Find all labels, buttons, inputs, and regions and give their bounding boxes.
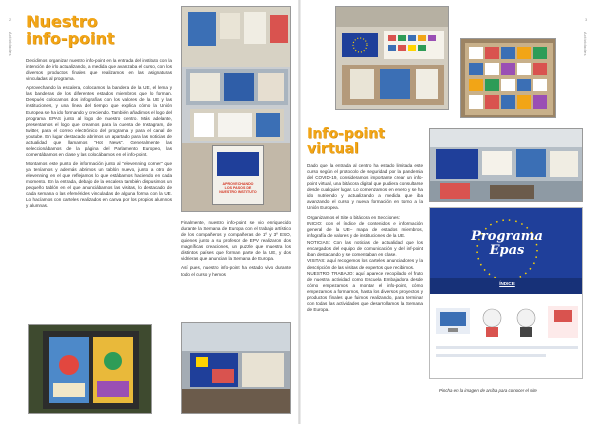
poster-line1: APROVECHANDO	[222, 182, 254, 186]
paragraph: Dado que la entrada al centro ha estado limitada este curso según el protocolo de seguridad por la pandemia del COVID-19, consideramos importante crear un info-point virtual, una bitácora digital que pudiera consultarse desde cualquier lugar. Lo comenzamos en enero y se ha ido nutriendo y actualizando a medida que iba avanzando el curso y nueva formación en torno a la Unión Europea.	[307, 163, 423, 211]
epas-poster	[212, 145, 264, 205]
bulletin-board-photo	[460, 38, 556, 118]
poster-image	[217, 152, 259, 176]
paragraph: VISITAS: aquí recogemos los carteles anunciadores y la descripción de las visitas de expertos que recibimos.	[307, 258, 423, 270]
infopoint-photo	[181, 6, 291, 212]
left-page-title	[26, 14, 114, 48]
site-title-line1: Programa	[471, 229, 543, 244]
left-title-line2: info-point	[26, 28, 115, 48]
right-side-label: Actividades	[583, 32, 588, 56]
poster-text	[213, 182, 263, 194]
left-page	[0, 0, 299, 424]
paragraph: Decidimos organizar nuestro info-point en la entrada del instituto con la intención de irlo actualizando, a medida que avanzaba el curso, con los diversos productos finales que realizamos en las asignaturas vinculadas al programa.	[26, 58, 172, 82]
hallway-board-illustration	[182, 323, 291, 414]
classroom-photo	[429, 128, 583, 202]
right-page-title	[307, 127, 385, 156]
eu-flags-photo	[335, 6, 449, 110]
site-caption: Pincha en la imagen de arriba para conocer el site	[439, 388, 537, 393]
classroom-illustration	[430, 129, 583, 202]
left-title-line1: Nuestro	[26, 12, 98, 31]
epas-site-screenshot[interactable]	[429, 207, 583, 379]
bulletin-board-illustration	[461, 39, 556, 118]
poster-line2: LOS PASOS DE	[224, 186, 252, 191]
site-menu-indice[interactable]: ÍNDICE	[499, 281, 515, 286]
site-title	[430, 230, 583, 259]
paragraph: Finalmente, nuestro info-point se vio enriquecido durante la Semana de Europa con el trabajo artístico de los compañeros y compañeras de 1º y 3º ESO, quienes junto a su profesor de EPV realizaron dos magníficas creaciones, un puzzle que muestra los distintos países que forman parte de la UE, y dos vidrieras que anuncian la Semana de Europa.	[181, 220, 291, 262]
paragraph: NUESTRO TRABAJO: aquí aparece recopilado el fruto de nuestra actividad como Escuela Embajadora desde cómo empezamos a montar el info-point, cómo empezamos a formarnos, hasta los diversos proyectos y productos finales que fuimos realizando, para terminar con todas las actividades que desarrollamos la Semana de Europa.	[307, 271, 423, 313]
right-title-line2: virtual	[307, 140, 359, 157]
paragraph: Montamos este punto de información junto al "elevenning corner" que ya teníamos y además abrimos un tablón nuevo, junto a otro de elevenning en el que reflejamos lo que estábamos haciendo en cada momento. En la entrada, debajo de la escalera también dispusimos un pequeño tablón en el que anunciábamos las visitas, lo destacado de cada semana o las efemérides vinculadas de alguna forma con la UE. Lo hacíamos con carteles realizados en canva por los propios alumnos y alumnas.	[26, 161, 172, 209]
paragraph: Aprovechando la escalera, colocamos la bandera de la UE, el lema y las banderas de los diferentes estados miembros que lo forman. Después colocamos dos infografías con los valores de la UE y las instituciones, y una línea del tiempo que explica cómo la Unión Europea se ha ido formando y creciendo. También añadimos el logo del programa EPAS junto al logo de nuestro centro. Más adelante, presentamos el logo que creamos para la cuenta de Instagram, de twitter, para el correo electrónico del programa y para el canal de youtube. En lugar destacado abrimos un apartado para las noticias de actualidad que llamamos "Hot News". Generalmente las seleccionábamos de la página del Parlamento Europeo, las comentábamos en clase y las colocábamos en el info-point.	[26, 85, 172, 157]
right-title-line1: Info-point	[307, 126, 385, 142]
hallway-board-photo	[181, 322, 291, 414]
stained-glass-illustration	[29, 325, 152, 414]
paragraph: INICIO: con el índice de contenidos e información general de la UE– mapa de estados miembros, infografía de valores y de instituciones de la UE.	[307, 221, 423, 239]
poster-line3: NUESTRO INSTITUTO	[219, 190, 257, 195]
left-page-number: 2	[9, 17, 12, 22]
stained-glass-photo	[28, 324, 152, 414]
right-column-text	[307, 163, 423, 407]
eu-flags-illustration	[336, 7, 449, 110]
left-second-column-text	[181, 220, 291, 320]
right-page	[301, 0, 600, 424]
paragraph: Así pues, nuestro info-point ha estado vivo durante todo el curso y hemos	[181, 265, 291, 277]
paragraph: Organizamos el Site o bitácora en Secciones:	[307, 214, 400, 220]
left-side-label: Actividades	[8, 32, 13, 56]
site-title-line2: Epas	[489, 243, 525, 259]
site-content-illustrations	[430, 294, 583, 379]
site-content	[430, 294, 583, 379]
paragraph: NOTICIAS: Con las noticias de actualidad que los encargados del equipo de comunicación y del inf-point iban destacando y se comentaban en clase.	[307, 239, 423, 257]
right-page-number: 3	[585, 17, 588, 22]
site-banner	[430, 208, 583, 294]
left-column-text	[26, 58, 172, 318]
